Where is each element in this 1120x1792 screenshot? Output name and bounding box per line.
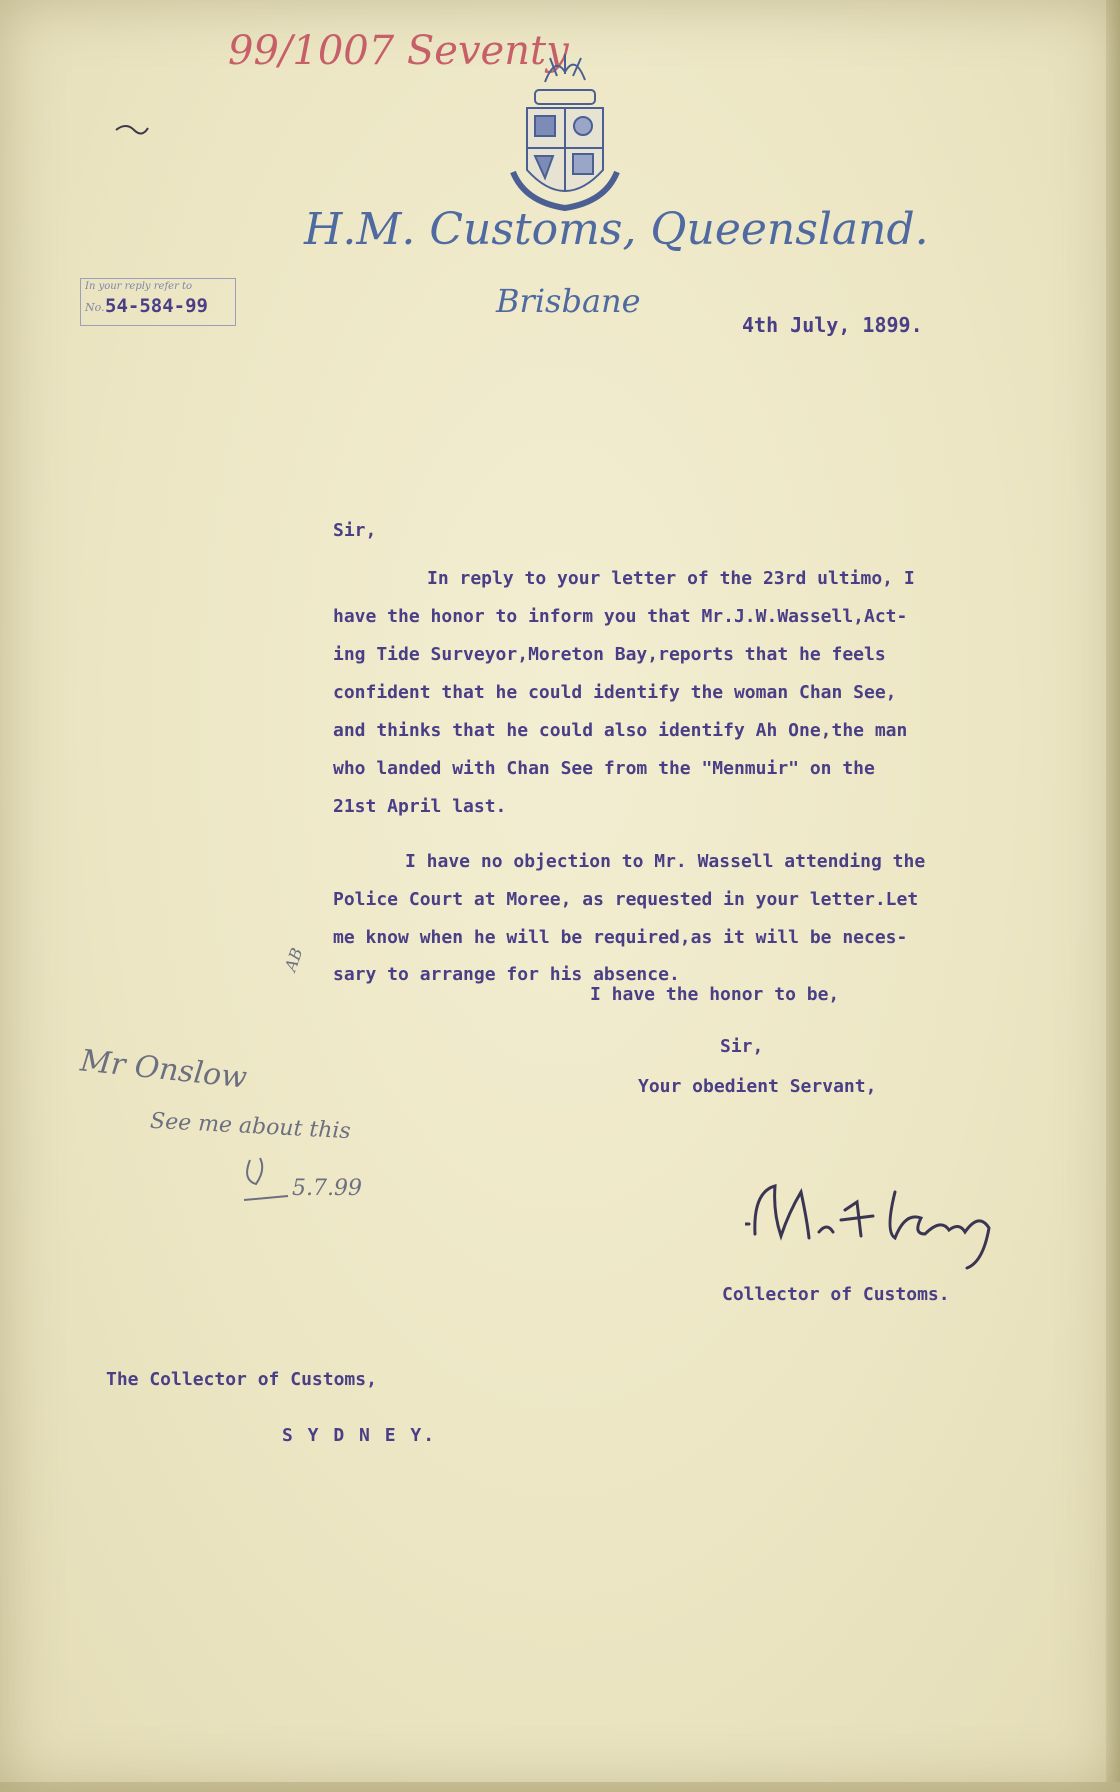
margin-note-date: 5.7.99	[292, 1176, 362, 1201]
body-line: Police Court at Moree, as requested in your letter.Let	[333, 889, 919, 910]
initials-mark: AB	[280, 945, 307, 974]
body-line: confident that he could identify the woman Chan See,	[333, 682, 897, 703]
body-line: sary to arrange for his absence.	[333, 964, 680, 985]
addressee-city: S Y D N E Y.	[282, 1425, 437, 1446]
initials-scrawl	[236, 1150, 296, 1210]
file-annotation: 99/1007 Seventy	[228, 28, 569, 74]
body-line: I have no objection to Mr. Wassell attending the	[405, 851, 926, 872]
place-name: Brisbane	[496, 282, 641, 320]
signatory-title: Collector of Customs.	[722, 1284, 950, 1305]
margin-note: See me about this	[149, 1108, 352, 1145]
closing-line: Your obedient Servant,	[638, 1076, 877, 1097]
body-line: ing Tide Surveyor,Moreton Bay,reports that he feels	[333, 644, 886, 665]
closing-line: Sir,	[720, 1036, 764, 1057]
signature	[745, 1172, 1025, 1277]
page-edge-bottom	[0, 1782, 1120, 1792]
ink-mark	[112, 118, 152, 140]
addressee-line: The Collector of Customs,	[106, 1369, 377, 1390]
body-line: have the honor to inform you that Mr.J.W.Wassell,Act-	[333, 606, 908, 627]
reply-reference-label: In your reply refer to	[85, 281, 193, 292]
department-heading: H.M. Customs, Queensland.	[304, 204, 929, 255]
margin-note: Mr Onslow	[78, 1043, 249, 1096]
body-line: and thinks that he could also identify Ah One,the man	[333, 720, 908, 741]
closing-line: I have the honor to be,	[590, 984, 840, 1005]
body-line: me know when he will be required,as it will be neces-	[333, 927, 908, 948]
reply-reference-number: 54-584-99	[105, 295, 208, 317]
coat-of-arms-icon	[505, 52, 625, 227]
reply-reference-no-label: No.	[85, 301, 105, 314]
reply-reference-box	[80, 278, 236, 326]
salutation: Sir,	[333, 520, 377, 541]
page-edge	[1106, 0, 1120, 1792]
body-line: In reply to your letter of the 23rd ultimo, I	[427, 568, 915, 589]
body-line: who landed with Chan See from the "Menmuir" on the	[333, 758, 875, 779]
body-line: 21st April last.	[333, 796, 507, 817]
letter-date: 4th July, 1899.	[742, 313, 923, 337]
